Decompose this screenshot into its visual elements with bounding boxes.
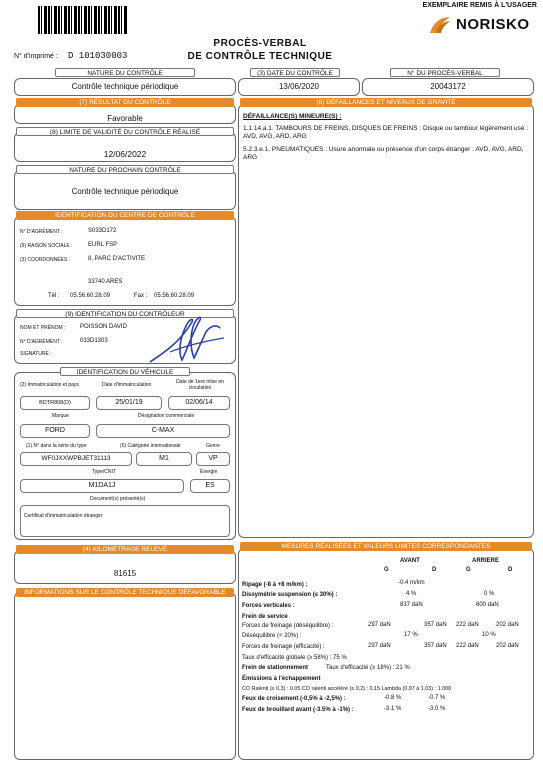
pv-box (362, 78, 534, 96)
km-box (14, 550, 236, 584)
col-av-d: D (432, 567, 437, 573)
desq-av: 17 % (404, 632, 418, 638)
dissym-av: 4 % (406, 591, 417, 597)
exemplaire-label: EXEMPLAIRE REMIS À L'USAGER (422, 2, 537, 9)
controleur-nom-value: POISSON DAVID (80, 324, 127, 330)
date-immat-field: 25/01/19 (96, 396, 162, 410)
brand-name: NORISKO (456, 16, 530, 33)
taux-stationnement: Taux d'efficacité (≥ 18%) : 21 % (326, 665, 410, 671)
defaillance-item-1: 1.1.14.a.1. TAMBOURS DE FREINS, DISQUES DE FREINS : Disque ou tambour légèrement usé : AVD, AVG, ARD, ARG (243, 125, 529, 140)
croisement-d: -0.7 % (428, 695, 446, 701)
date-immat-label: Date d'immatriculation (102, 382, 152, 388)
col-ar-d: D (508, 567, 513, 573)
ripage-value: -0.4 m/km (398, 580, 425, 586)
norisko-logo (428, 14, 540, 36)
nature-value: Contrôle technique périodique (71, 82, 179, 91)
ff-eff-av-g: 297 daN (368, 643, 391, 649)
col-arriere: ARRIERE (472, 558, 500, 564)
designation-label: Désignation commerciale (138, 413, 195, 419)
infos-box (14, 592, 236, 760)
centre-raison-label: (9) RAISON SOCIALE : (20, 243, 73, 249)
centre-raison-value: EURL FSP (88, 242, 118, 248)
controleur-sig-label: SIGNATURE : (20, 351, 52, 357)
brouillard-d: -3.0 % (428, 706, 446, 712)
date-header: (3) DATE DU CONTRÔLE (250, 68, 340, 77)
col-av-g: G (384, 567, 389, 573)
forces-v-label: Forces verticales : (242, 603, 295, 609)
co-line: CO Ralenti (≤ 0,3) : 0.05 CO ralenti accéléré (≤ 0,2) : 0.15 Lambda (0,97 à 1,03) : 1.000 (242, 686, 452, 692)
ff-eff-ar-g: 222 daN (456, 643, 479, 649)
genre-label: Genre (206, 443, 220, 449)
ff-desq-ar-d: 202 daN (496, 622, 519, 628)
limite-value: 12/06/2022 (103, 149, 147, 159)
desq-ar: 10 % (482, 632, 496, 638)
resultat-box (14, 104, 236, 124)
emissions-label: Émissions à l'échappement (242, 676, 321, 682)
col-avant: AVANT (400, 558, 420, 564)
nature-header: NATURE DU CONTRÔLE (55, 68, 195, 77)
pv-value: 20043172 (430, 82, 466, 91)
defaillances-box (238, 104, 534, 538)
controleur-agr-value: 033D1303 (80, 338, 108, 344)
ff-eff-ar-d: 202 daN (496, 643, 519, 649)
dissym-label: Dissymétrie suspension (≤ 30%) : (242, 592, 338, 598)
controleur-nom-label: NOM ET PRÉNOM : (20, 325, 66, 331)
date-value: 13/06/2020 (278, 82, 320, 91)
title-line1: PROCÈS-VERBAL (213, 38, 307, 49)
documents-value: Certificat d'immatriculation étranger (24, 513, 103, 519)
title-line2: DE CONTRÔLE TECHNIQUE (187, 51, 333, 62)
categorie-label: (5) Catégorie internationale (120, 443, 181, 449)
mesures-header: MESURES RÉALISÉES ET VALEURS LIMITES CORRESPONDANTES (240, 542, 532, 551)
energie-label: Énergie (200, 469, 218, 475)
date-box (238, 78, 360, 96)
forces-v-av: 837 daN (400, 602, 423, 608)
ff-eff-label: Forces de freinage (efficacité) : (242, 644, 325, 650)
defaillances-heading: DÉFAILLANCE(S) MINEURE(S) : (243, 113, 342, 120)
frein-service-label: Frein de service (242, 614, 288, 620)
centre-header: IDENTIFICATION DU CENTRE DE CONTRÔLE (16, 211, 234, 220)
prochain-box (14, 170, 236, 210)
desq-label: Déséquilibre (< 20%) : (242, 633, 302, 639)
immat-field: BDTR808(D) (20, 396, 90, 410)
immat-label: (2) Immatriculation et pays (20, 382, 79, 388)
centre-coord-value: 8, PARC D'ACTIVITE (88, 256, 146, 262)
pv-header: N° DU PROCÈS-VERBAL (390, 68, 500, 77)
forces-v-ar: 600 daN (476, 602, 499, 608)
designation-field: C-MAX (96, 424, 230, 438)
energie-field: ES (190, 479, 230, 493)
brouillard-label: Feux de brouillard avant (-3.5% à -1%) : (242, 707, 354, 713)
serie-label: (1) N° dans la série du type (26, 443, 87, 449)
centre-city: 33740 ARES (88, 279, 123, 285)
frein-stationnement-label: Frein de stationnement (242, 665, 309, 671)
ff-desq-av-g: 297 daN (368, 622, 391, 628)
limite-box (14, 132, 236, 162)
ripage-label: Ripage (-8 à +8 m/km) : (242, 582, 308, 588)
controleur-header: (9) IDENTIFICATION DU CONTRÔLEUR (16, 309, 234, 318)
dissym-ar: 0 % (484, 591, 495, 597)
centre-coord-label: (3) COORDONNÉES : (20, 257, 71, 263)
centre-tel-label: Tél : (48, 293, 60, 299)
centre-tel-value: 05.56.60.28.09 (70, 293, 111, 299)
signature (140, 312, 230, 368)
km-value: 81615 (113, 569, 137, 578)
brouillard-g: -3.1 % (384, 706, 402, 712)
imprime-value: D 101030003 (68, 51, 128, 61)
prochain-header: NATURE DU PROCHAIN CONTRÔLE (16, 165, 234, 174)
limite-header: (8) LIMITE DE VALIDITÉ DU CONTRÔLE RÉALISÉ (16, 127, 234, 136)
documents-label: Document(s) présenté(s) (90, 496, 146, 502)
croisement-label: Feux de croisement (-0,5% à -2,5%) : (242, 696, 346, 702)
date-mise-label: Date de 1ere mise en circulation (176, 379, 224, 391)
bird-icon (428, 15, 452, 35)
serie-field: WF0JXXWPBJET31113 (20, 452, 132, 466)
croisement-g: -0.8 % (384, 695, 402, 701)
col-ar-g: G (466, 567, 471, 573)
taux-global: Taux d'efficacité globale (≥ 58%) : 75 % (242, 655, 347, 661)
type-label: Type/CNIT (92, 469, 116, 475)
imprime-label: N° d'imprimé : (14, 53, 58, 60)
centre-agrement-label: N° D'AGRÉMENT : (20, 229, 63, 235)
ff-desq-av-d: 357 daN (424, 622, 447, 628)
km-header: (4) KILOMÉTRAGE RELEVÉ (16, 545, 234, 554)
categorie-field: M1 (136, 452, 192, 466)
barcode (38, 6, 128, 34)
centre-fax-value: 05.56.60.28.09 (154, 293, 195, 299)
ff-desq-label: Forces de freinage (déséquilibre) : (242, 623, 334, 629)
ff-eff-av-d: 357 daN (424, 643, 447, 649)
vehicule-header: IDENTIFICATION DU VÉHICULE (60, 367, 190, 376)
mesures-box (238, 548, 534, 760)
resultat-header: (7) RÉSULTAT DU CONTRÔLE (16, 98, 234, 107)
prochain-value: Contrôle technique périodique (71, 187, 179, 196)
documents-field (20, 505, 230, 537)
date-mise-field: 02/06/14 (168, 396, 230, 410)
controleur-agr-label: N° D'AGRÉMENT : (20, 339, 63, 345)
defaillances-header: (6) DÉFAILLANCES ET NIVEAUX DE GRAVITÉ (240, 98, 532, 107)
infos-header: INFORMATIONS SUR LE CONTRÔLE TECHNIQUE DÉFAVORABLE (16, 588, 234, 597)
ff-desq-ar-g: 222 daN (456, 622, 479, 628)
defaillance-item-2: 5.2.3.e.1. PNEUMATIQUES : Usure anormale ou présence d'un corps étranger : AVD, AVG, ARD, ARG (243, 146, 524, 161)
genre-field: VP (196, 452, 230, 466)
marque-label: Marque (52, 413, 69, 419)
centre-agrement-value: S033D172 (88, 228, 117, 234)
marque-field: FORD (20, 424, 90, 438)
resultat-value: Favorable (107, 114, 143, 123)
nature-box (14, 78, 236, 96)
type-field: M1DA1J (20, 479, 184, 493)
centre-fax-label: Fax : (134, 293, 148, 299)
